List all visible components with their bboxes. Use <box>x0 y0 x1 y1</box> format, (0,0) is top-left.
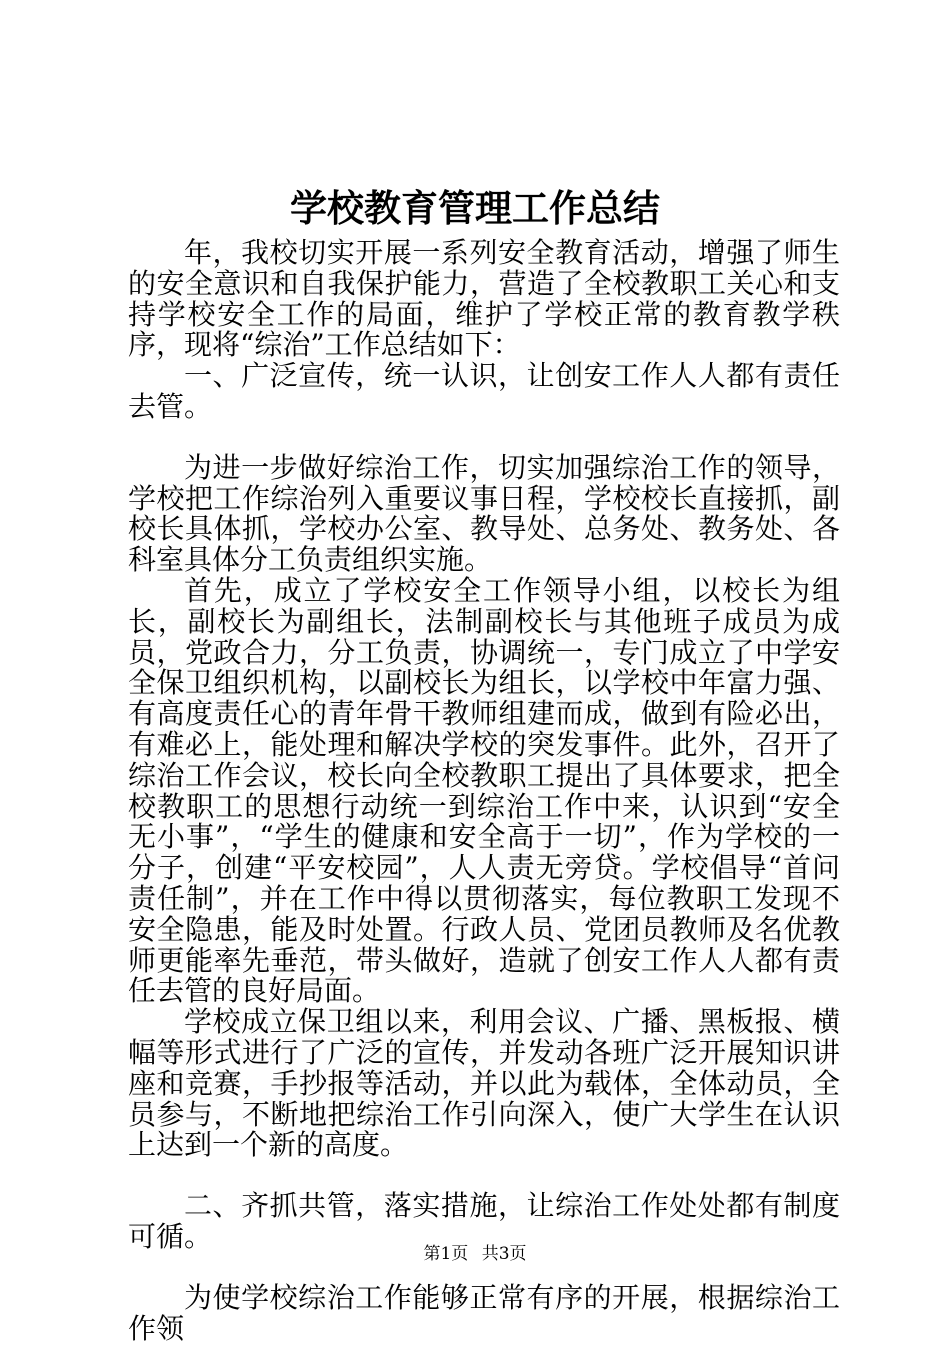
paragraph: 首先，成立了学校安全工作领导小组，以校长为组长，副校长为副组长，法制副校长与其他班子成员为成员，党政合力，分工负责，协调统一，专门成立了中学安全保卫组织机构，以副校长为组长，以学校中年富力强、有高度责任心的青年骨干教师组建而成，做到有险必出，有难必上，能处理和解决学校的突发事件。此外，召开了综治工作会议，校长向全校教职工提出了具体要求，把全校教职工的思想行动统一到综治工作中来，认识到“安全无小事”，“学生的健康和安全高于一切”，作为学校的一分子，创建“平安校园”，人人责无旁贷。学校倡导“首问责任制”，并在工作中得以贯彻落实，每位教职工发现不安全隐患，能及时处置。行政人员、党团员教师及名优教师更能率先垂范，带头做好，造就了创安工作人人都有责任去管的良好局面。 <box>128 573 840 1008</box>
page-footer <box>0 1243 950 1265</box>
paragraph: 学校成立保卫组以来，利用会议、广播、黑板报、横幅等形式进行了广泛的宣传，并发动各班广泛开展知识讲座和竞赛，手抄报等活动，并以此为载体，全体动员，全员参与，不断地把综治工作引向深入，使广大学生在认识上达到一个新的高度。 <box>128 1005 840 1162</box>
page-total: 共3页 <box>481 1244 527 1264</box>
paragraph: 为进一步做好综治工作，切实加强综治工作的领导，学校把工作综治列入重要议事日程，学校校长直接抓，副校长具体抓，学校办公室、教导处、总务处、教务处、各科室具体分工负责组织实施。 <box>128 450 840 577</box>
page-number: 第1页 <box>423 1244 469 1264</box>
paragraph: 为使学校综治工作能够正常有序的开展，根据综治工作领 <box>128 1280 840 1345</box>
document-body <box>128 238 840 1344</box>
document-title: 学校教育管理工作总结 <box>290 186 660 230</box>
section-heading-1: 一、广泛宣传，统一认识，让创安工作人人都有责任去管。 <box>128 359 840 423</box>
paragraph-intro: 年，我校切实开展一系列安全教育活动，增强了师生的安全意识和自我保护能力，营造了全校教职工关心和支持学校安全工作的局面，维护了学校正常的教育教学秩序，现将“综治”工作总结如下： <box>128 236 840 362</box>
section-heading-2: 二、齐抓共管，落实措施，让综治工作处处都有制度可循。 <box>128 1189 840 1253</box>
